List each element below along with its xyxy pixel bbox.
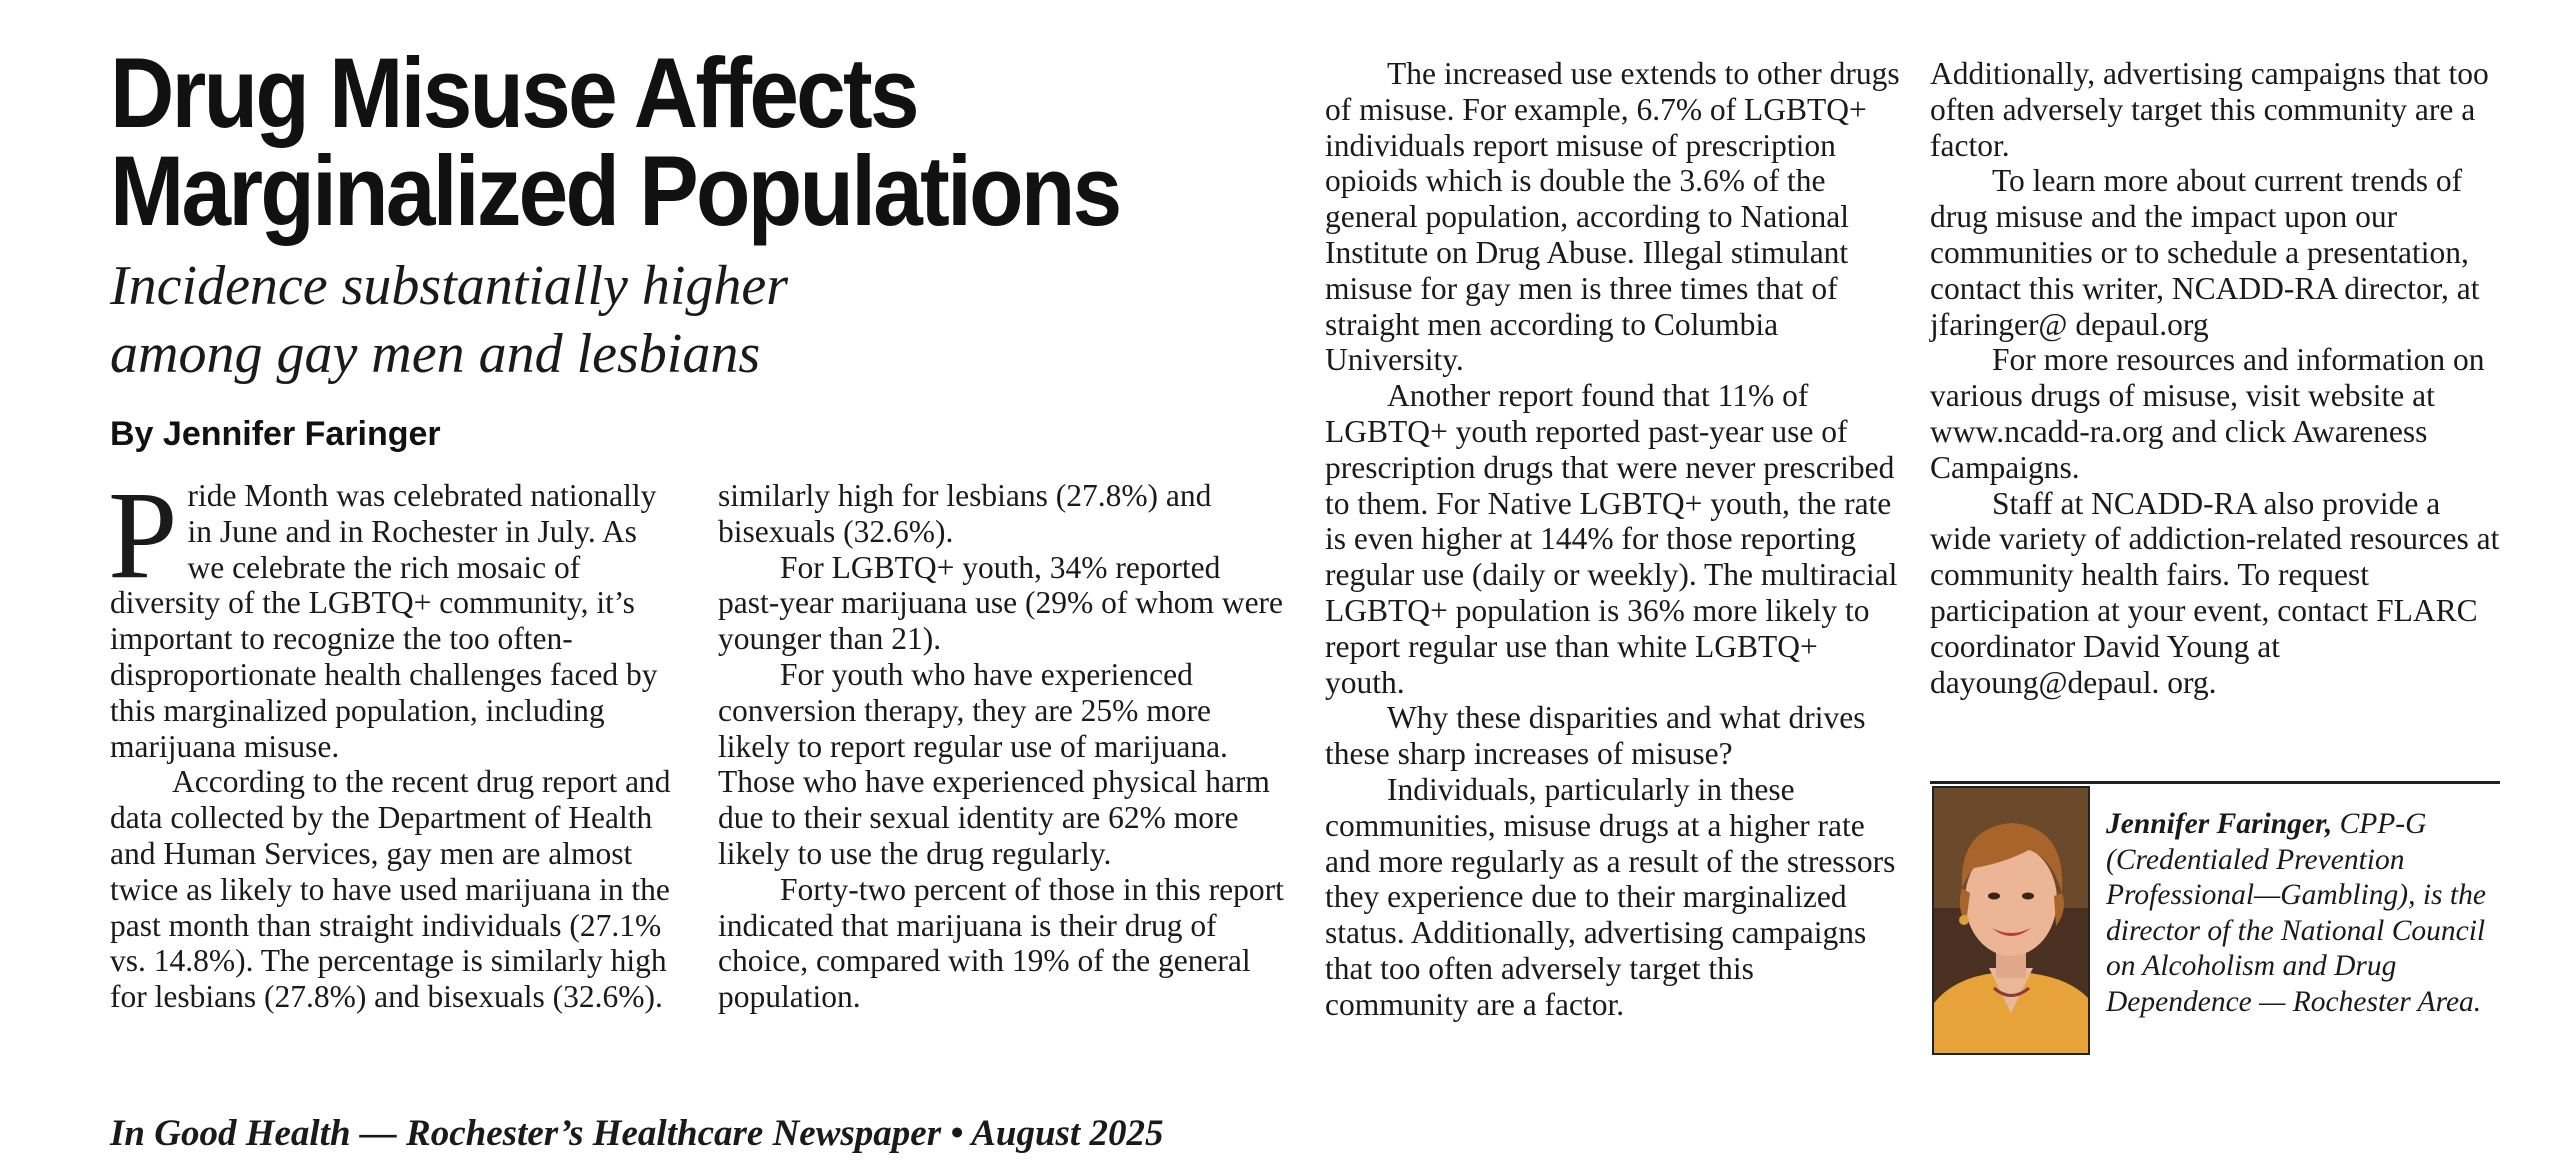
body-paragraph-8: Why these disparities and what drives these sharp increases of misuse? <box>1325 700 1866 772</box>
body-paragraph-10: To learn more about current trends of drug misuse and the impact upon our communities or to schedule a presentation, contact this writer, NCADD-RA director, at jfaringer@ depaul.org <box>1930 163 2480 342</box>
author-photo <box>1932 786 2090 1055</box>
body-paragraph-11: For more resources and information on various drugs of misuse, visit website at www.ncadd-ra.org and click Awareness Campaigns. <box>1930 342 2485 485</box>
subhead-line-2: among gay men and lesbians <box>110 323 761 385</box>
author-portrait-graphic <box>1934 788 2088 1053</box>
headline-line-2: Marginalized Populations <box>110 135 1120 246</box>
byline: By Jennifer Faringer <box>110 415 441 453</box>
author-bio-text: CPP-G (Credentialed Prevention Professional—Gambling), is the director of the National Council on Alcoholism and Drug Dependence — Rochester Area. <box>2106 808 2486 1018</box>
author-bio-name: Jennifer Faringer, <box>2106 808 2333 840</box>
drop-cap: P <box>108 467 178 605</box>
body-paragraph-2-continued: similarly high for lesbians (27.8%) and bisexuals (32.6%). <box>718 478 1212 549</box>
article-column-3 <box>1325 56 1900 1022</box>
body-paragraph-7: Another report found that 11% of LGBTQ+ youth reported past-year use of prescription drugs that were never prescribed to them. For Native LGBTQ+ youth, the rate is even higher at 144% for those reporting regular use (daily or weekly). The multiracial LGBTQ+ population is 36% more likely to report regular use than white LGBTQ+ youth. <box>1325 378 1898 700</box>
subheadline <box>110 252 1010 388</box>
body-paragraph-1 <box>108 467 675 764</box>
body-paragraph-6: The increased use extends to other drugs of misuse. For example, 6.7% of LGBTQ+ individuals report misuse of prescription opioids which is double the 3.6% of the general population, according to National Institute on Drug Abuse. Illegal stimulant misuse for gay men is three times that of straight men according to Columbia University. <box>1325 56 1900 378</box>
article-column-1 <box>108 467 675 1015</box>
headline <box>110 37 1217 246</box>
subhead-line-1: Incidence substantially higher <box>110 255 789 317</box>
page-footer: In Good Health — Rochester’s Healthcare Newspaper • August 2025 <box>110 1113 1164 1154</box>
body-paragraph-2: According to the recent drug report and data collected by the Department of Health and Human Services, gay men are almost twice as likely to have used marijuana in the past month than straight individuals (27.1% vs. 14.8%). The percentage is similarly high for lesbians (27.8%) and bisexuals (32.6%). <box>110 764 671 1015</box>
article-column-4 <box>1930 56 2500 700</box>
author-bio <box>2106 807 2506 1020</box>
body-paragraph-1-text: ride Month was celebrated nationally in June and in Rochester in July. As we celebrate the rich mosaic of diversity of the LGBTQ+ community, it’s important to recognize the too often-disproportionate health challenges faced by this marginalized population, including marijuana misuse. <box>110 478 658 764</box>
body-paragraph-5: Forty-two percent of those in this report indicated that marijuana is their drug of choice, compared with 19% of the general population. <box>718 871 1284 1015</box>
article-column-2 <box>718 478 1288 1015</box>
headline-line-1: Drug Misuse Affects <box>110 37 917 148</box>
body-paragraph-3: For LGBTQ+ youth, 34% reported past-year marijuana use (29% of whom were younger than 21). <box>718 549 1284 657</box>
bio-divider <box>1930 781 2500 784</box>
body-paragraph-12: Staff at NCADD-RA also provide a wide variety of addiction-related resources at community health fairs. To request participation at your event, contact FLARC coordinator David Young at dayoung@depaul. org. <box>1930 485 2500 700</box>
body-paragraph-9: Individuals, particularly in these communities, misuse drugs at a higher rate and more regularly as a result of the stressors they experience due to their marginalized status. Additionally, advertising campaigns that too often adversely target this community are a factor. <box>1325 771 1896 1022</box>
body-paragraph-9-continued: Additionally, advertising campaigns that too often adversely target this community are a factor. <box>1930 56 2489 163</box>
body-paragraph-4: For youth who have experienced conversion therapy, they are 25% more likely to report regular use of marijuana. Those who have experienced physical harm due to their sexual identity are 62% more likely to use the drug regularly. <box>718 656 1270 871</box>
